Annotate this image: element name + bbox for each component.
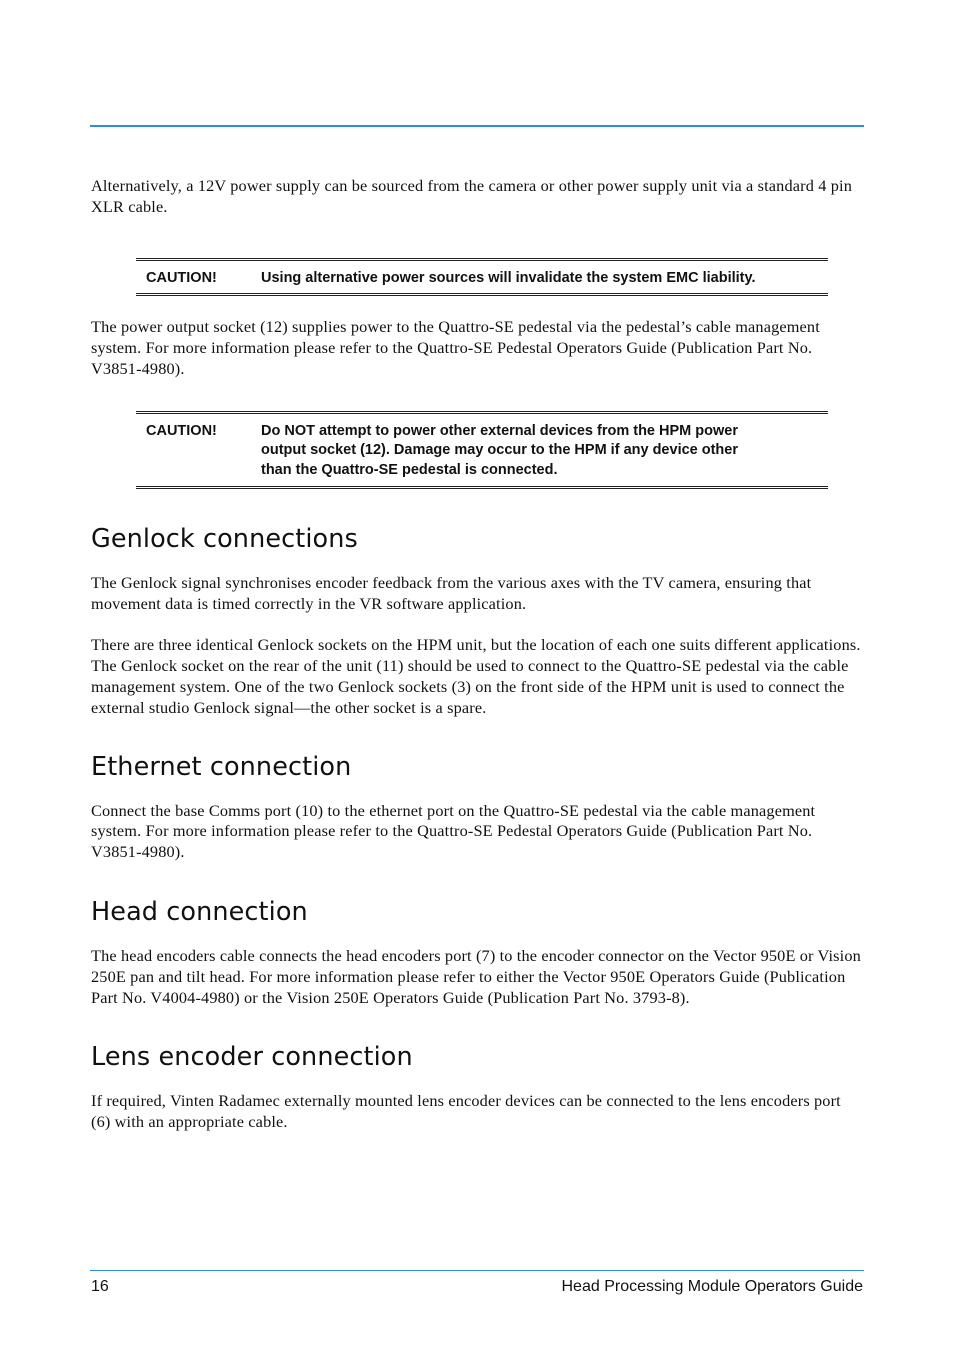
caution-box-power-output — [136, 411, 828, 489]
paragraph-genlock-1: The Genlock signal synchronises encoder feedback from the various axes with the TV camera, ensuring that movement data is timed correctly in the VR software application. — [91, 572, 812, 613]
heading-ethernet: Ethernet connection — [91, 751, 352, 782]
paragraph-alt-power: Alternatively, a 12V power supply can be sourced from the camera or other power supply unit via a standard 4 pin XLR cable. — [91, 176, 852, 216]
caution-text: Do NOT attempt to power other external devices from the HPM power output socket (12). Damage may occur to the HPM if any device other than the Quattro-SE pedestal is connected. — [261, 422, 738, 479]
caution-text: Using alternative power sources will invalidate the system EMC liability. — [261, 269, 756, 286]
caution-label: CAUTION! — [146, 422, 217, 439]
paragraph-power-output: The power output socket (12) supplies power to the Quattro-SE pedestal via the pedestal’s cable management system. For more information please refer to the Quattro-SE Pedestal Operators Guide (Publication Part No. V3851-4980). — [91, 317, 820, 378]
page-number: 16 — [91, 1278, 109, 1295]
caution-label: CAUTION! — [146, 269, 217, 286]
page-content — [91, 176, 863, 1154]
paragraph-genlock-2: There are three identical Genlock sockets on the HPM unit, but the location of each one suits different applications. The Genlock socket on the rear of the unit (11) should be used to connect to the Quattro-SE pedestal via the cable management system. One of the two Genlock sockets (3) on the front side of the HPM unit is used to connect the external studio Genlock signal—the other socket is a spare. — [91, 635, 861, 717]
heading-head: Head connection — [91, 896, 308, 927]
footer-rule — [90, 1270, 864, 1271]
document-title: Head Processing Module Operators Guide — [561, 1278, 863, 1295]
header-rule — [90, 125, 864, 127]
heading-lens: Lens encoder connection — [91, 1042, 413, 1073]
paragraph-ethernet: Connect the base Comms port (10) to the ethernet port on the Quattro-SE pedestal via the cable management system. For more information please refer to the Quattro-SE Pedestal Operators Guide (Publication Part No. V3851-4980). — [91, 800, 816, 862]
caution-box-emc — [136, 258, 828, 297]
page-footer — [91, 1277, 863, 1297]
paragraph-head: The head encoders cable connects the head encoders port (7) to the encoder connector on the Vector 950E or Vision 250E pan and tilt head. For more information please refer to either the Vector 950E Operators Guide (Publication Part No. V4004-4980) or the Vision 250E Operators Guide (Publication Part No. 3793-8). — [91, 945, 861, 1007]
paragraph-lens: If required, Vinten Radamec externally mounted lens encoder devices can be connected to the lens encoders port (6) with an appropriate cable. — [91, 1091, 841, 1132]
heading-genlock: Genlock connections — [91, 523, 358, 554]
